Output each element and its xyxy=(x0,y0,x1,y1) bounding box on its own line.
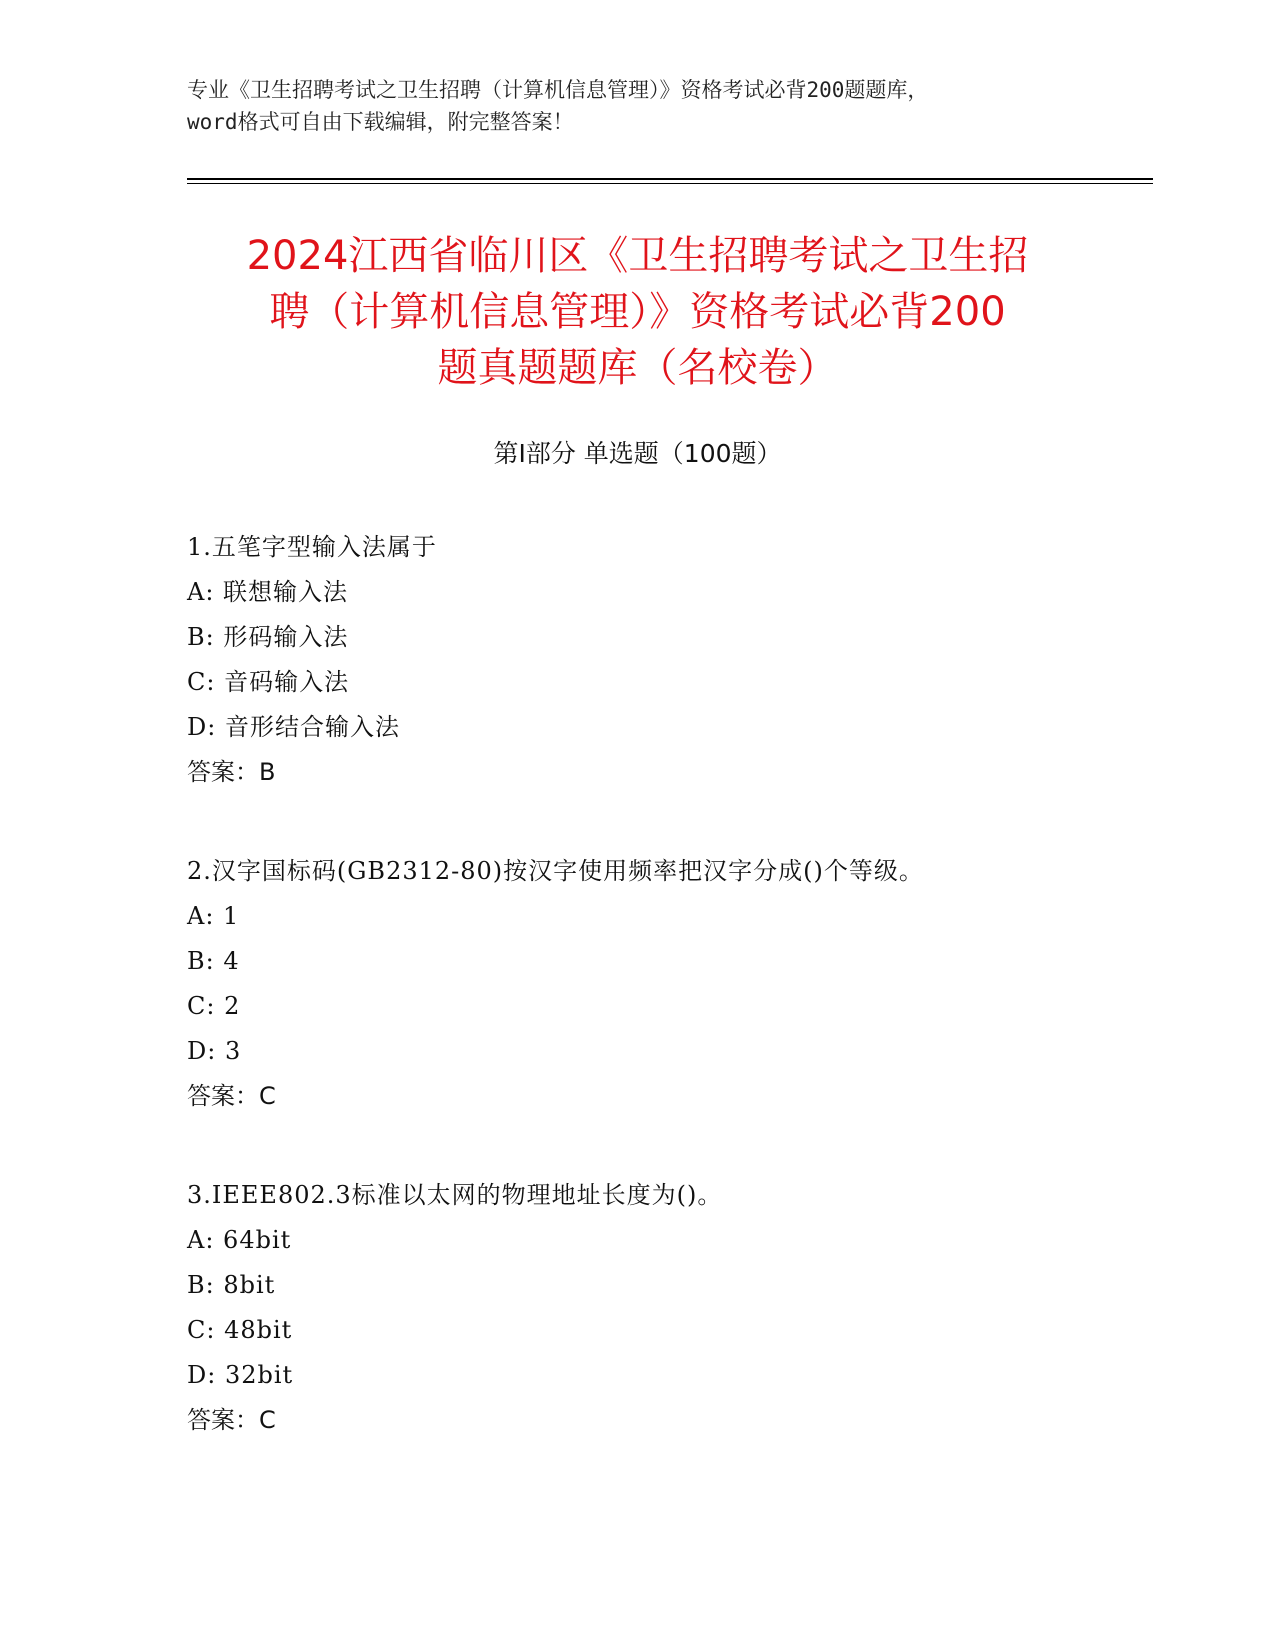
answer: 答案：C xyxy=(187,1082,276,1110)
option-a: A: 1 xyxy=(187,902,240,930)
question-list xyxy=(187,525,1137,1497)
option-b: B: 4 xyxy=(187,947,240,975)
header-divider-thin xyxy=(187,183,1153,184)
answer: 答案：B xyxy=(187,758,276,786)
option-a: A: 联想输入法 xyxy=(187,578,349,606)
option-b: B: 8bit xyxy=(187,1271,276,1299)
question-2 xyxy=(187,849,1137,1119)
option-d: D: 音形结合输入法 xyxy=(187,713,400,741)
question-3 xyxy=(187,1173,1137,1443)
option-d: D: 3 xyxy=(187,1037,242,1065)
answer: 答案：C xyxy=(187,1406,276,1434)
header-note xyxy=(187,74,1087,138)
option-c: C: 2 xyxy=(187,992,241,1020)
option-c: C: 音码输入法 xyxy=(187,668,350,696)
question-stem: 2.汉字国标码(GB2312-80)按汉字使用频率把汉字分成()个等级。 xyxy=(187,857,924,885)
section-title: 第Ⅰ部分 单选题（100题） xyxy=(493,439,782,468)
document-title-line-3: 题真题题库（名校卷） xyxy=(437,345,838,391)
header-divider-thick xyxy=(187,178,1153,180)
option-d: D: 32bit xyxy=(187,1361,294,1389)
question-stem: 3.IEEE802.3标准以太网的物理地址长度为()。 xyxy=(187,1181,723,1209)
option-b: B: 形码输入法 xyxy=(187,623,349,651)
document-title xyxy=(150,228,1125,396)
header-note-line-2: word格式可自由下载编辑，附完整答案！ xyxy=(187,110,574,134)
option-c: C: 48bit xyxy=(187,1316,293,1344)
header-note-line-1: 专业《卫生招聘考试之卫生招聘（计算机信息管理）》资格考试必背200题题库， xyxy=(187,78,929,102)
question-stem: 1.五笔字型输入法属于 xyxy=(187,533,437,561)
document-title-line-1: 2024江西省临川区《卫生招聘考试之卫生招 xyxy=(246,233,1029,279)
question-1 xyxy=(187,525,1137,795)
option-a: A: 64bit xyxy=(187,1226,292,1254)
document-title-line-2: 聘（计算机信息管理）》资格考试必背200 xyxy=(269,289,1006,335)
